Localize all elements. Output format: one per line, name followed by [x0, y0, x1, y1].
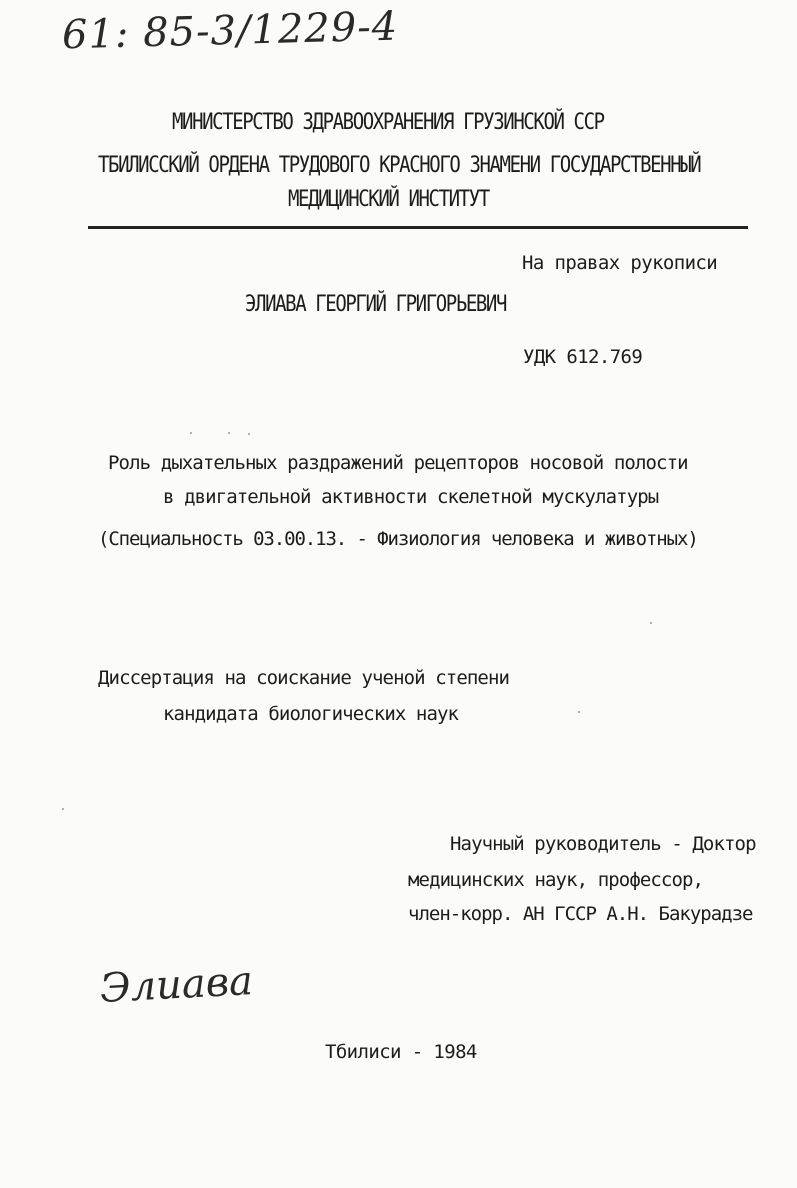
- city-year: Тбилиси - 1984: [325, 1041, 477, 1063]
- institute-heading-line2: МЕДИЦИНСКИЙ ИНСТИТУТ: [288, 186, 489, 212]
- manuscript-rights: На правах рукописи: [522, 252, 718, 274]
- scan-speck: [228, 432, 230, 434]
- archive-mark: 61: 85-3/1229-4: [61, 3, 399, 59]
- scan-speck: [248, 433, 250, 435]
- degree-line1: Диссертация на соискание ученой степени: [98, 667, 510, 689]
- supervisor-line1: Научный руководитель - Доктор: [450, 833, 756, 855]
- scan-speck: [190, 432, 192, 434]
- degree-line2: кандидата биологических наук: [163, 703, 459, 725]
- specialty: (Специальность 03.00.13. - Физиология человека и животных): [98, 528, 698, 550]
- scan-speck: [650, 622, 652, 624]
- author-signature: Элиава: [98, 958, 254, 1012]
- supervisor-line3: член-корр. АН ГССР А.Н. Бакурадзе: [408, 903, 753, 925]
- supervisor-line2: медицинских наук, профессор,: [408, 869, 704, 891]
- header-divider: [88, 226, 748, 229]
- scan-speck: [62, 808, 64, 810]
- ministry-heading: МИНИСТЕРСТВО ЗДРАВООХРАНЕНИЯ ГРУЗИНСКОЙ ССР: [172, 109, 604, 135]
- title-line1: Роль дыхательных раздражений рецепторов носовой полости: [108, 452, 688, 474]
- author-name: ЭЛИАВА ГЕОРГИЙ ГРИГОРЬЕВИЧ: [245, 291, 507, 317]
- udc-code: УДК 612.769: [523, 346, 643, 368]
- scan-speck: [578, 711, 580, 713]
- title-line2: в двигательной активности скелетной мускулатуры: [163, 486, 659, 508]
- institute-heading-line1: ТБИЛИССКИЙ ОРДЕНА ТРУДОВОГО КРАСНОГО ЗНАМЕНИ ГОСУДАРСТВЕННЫЙ: [98, 152, 701, 178]
